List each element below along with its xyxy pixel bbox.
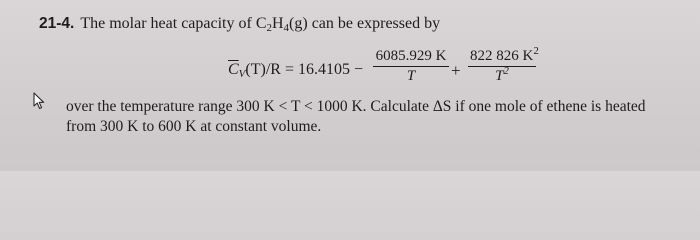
intro-tail: (g) can be expressed by <box>289 15 441 32</box>
hydrogen-subscript: 4 <box>283 22 290 34</box>
problem-line-2: over the temperature range 300 K < T < 1000 K. Calculate ΔS if one mole of ethene is heated <box>66 98 646 115</box>
problem-body <box>66 97 686 137</box>
fraction-second-numerator <box>468 45 539 67</box>
problem-number: 21-4. <box>39 15 75 32</box>
equation-lhs <box>228 61 363 79</box>
hydrogen-symbol: H <box>271 15 284 32</box>
carbon-subscript: 2 <box>266 22 272 34</box>
problem-statement-line <box>39 15 440 33</box>
fraction-second-denominator-exponent: 2 <box>503 65 509 77</box>
fraction-second <box>468 45 539 85</box>
cv-symbol: $\overline{C}$ <box>228 61 239 78</box>
intro-text: The molar heat capacity of C <box>80 15 267 32</box>
plus-sign: + <box>451 61 461 80</box>
fraction-second-denominator-base: T <box>495 68 504 84</box>
equation-constant: (T)/R = 16.4105 − <box>245 61 363 78</box>
fraction-second-denominator <box>468 67 536 85</box>
mouse-pointer-icon <box>33 92 47 110</box>
cv-subscript: V <box>238 68 246 80</box>
fraction-first-denominator: T <box>406 68 416 84</box>
problem-line-3: from 300 K to 600 K at constant volume. <box>66 118 322 135</box>
fraction-second-numerator-exponent: 2 <box>533 45 539 57</box>
fraction-first <box>373 48 449 85</box>
fraction-first-numerator: 6085.929 K <box>373 48 449 67</box>
fraction-second-numerator-value: 822 826 K <box>470 48 534 64</box>
